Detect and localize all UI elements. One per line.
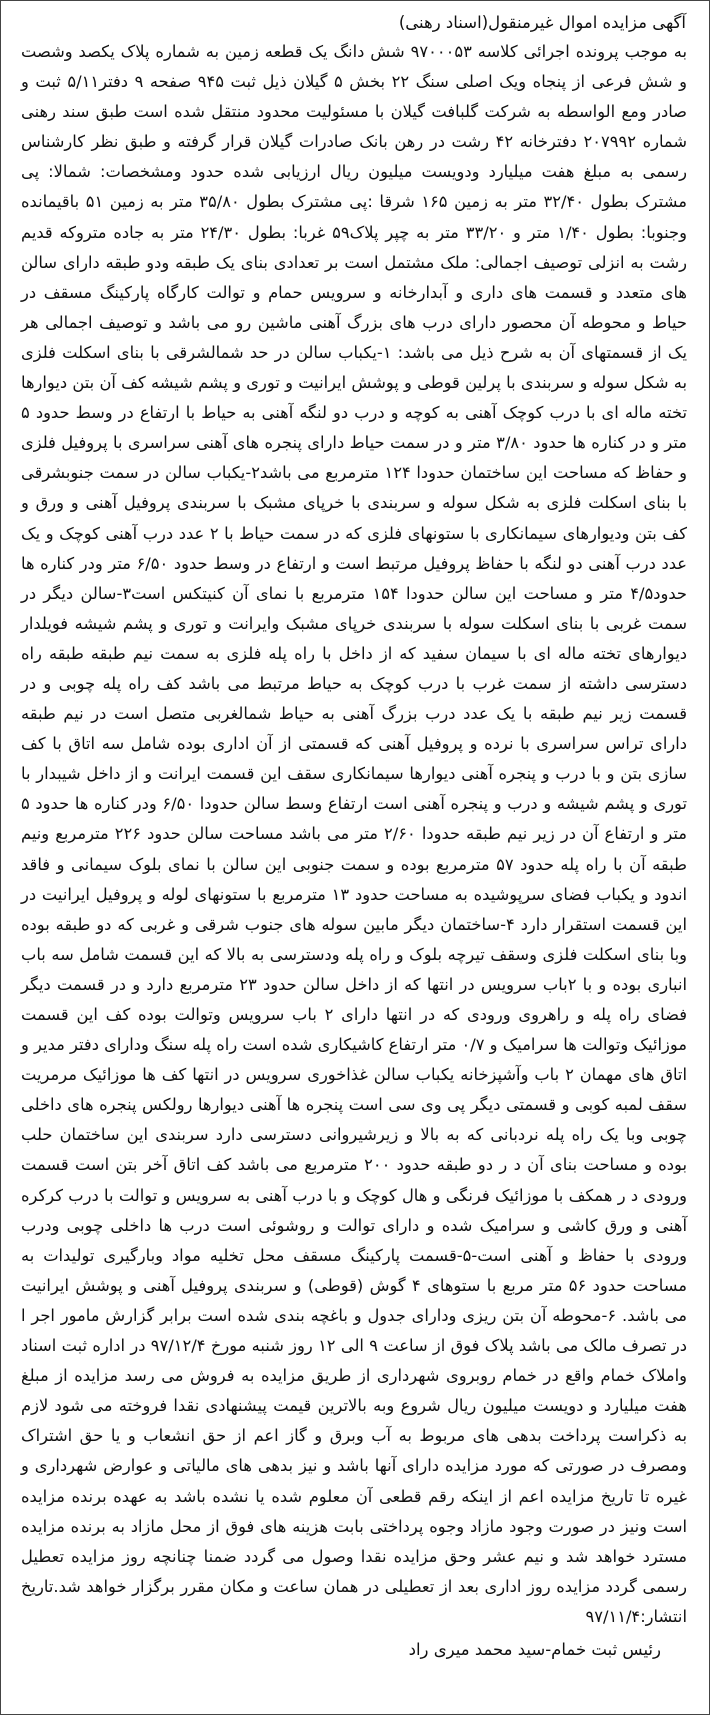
notice-title: آگهی مزایده اموال غیرمنقول(اسناد رهنی) <box>398 13 686 32</box>
notice-body: به موجب پرونده اجرائی کلاسه ۹۷۰۰۰۵۳ شش دانگ یک قطعه زمین به شماره پلاک یکصد وشصت و شش فرعی از پنجاه ویک اصلی سنگ ۲۲ بخش ۵ گیلان ذیل ثبت ۹۴۵ صفحه ۹ دفتر۵/۱۱ ثبت و صادر ومع الواسطه به شرکت گلبافت گیلان با مسئولیت محدود منتقل شده است طبق سند رهنی شماره ۲۰۷۹۹۲ دفترخانه ۴۲ رشت در رهن بانک صادرات گیلان قرار گرفته و طبق نظر کارشناس رسمی به مبلغ هفت میلیارد ودویست میلیون ریال ارزیابی شده حدود ومشخصات: شمالا: پی مشترک بطول ۳۲/۴۰ متر به زمین ۱۶۵ شرقا :پی مشترک بطول ۳۵/۸۰ متر به زمین ۵۱ باقیمانده وجنوبا: بطول ۱/۴۰ متر و ۳۳/۲۰ متر به چپر پلاک۵۹ غربا: بطول ۲۴/۳۰ متر به جاده متروکه قدیم رشت به انزلی توصیف اجمالی: ملک مشتمل است بر تعدادی بنای یک طبقه ودو طبقه دارای سالن های متعدد و قسمت های داری و آبدارخانه و سرویس حمام و توالت کارگاه پارکینگ مسقف در حیاط و محوطه آن محصور دارای درب های بزرگ آهنی ماشین رو می باشد و توصیف اجمالی هر یک از قسمتهای آن به شرح ذیل می باشد: ۱-یکباب سالن در حد شمالشرقی با بنای اسکلت فلزی به شکل سوله و سربندی با پرلین قوطی و پوشش ایرانیت و توری و پشم شیشه کف آن بتن دیوارها تخته ماله ای با درب کوچک آهنی به کوچه و درب دو لنگه آهنی به حیاط با ارتفاع در وسط حدود ۵ متر و در کناره ها حدود ۳/۸۰ متر و در سمت حیاط دارای پنجره های آهنی سراسری با پروفیل فلزی و حفاظ که مساحت این ساختمان حدودا ۱۲۴ مترمربع می باشد۲-یکباب سالن در سمت جنوبشرقی با بنای اسکلت فلزی به شکل سوله و سربندی با خرپای مشبک با سربندی پروفیل آهنی و ورق و کف بتن ودیوارهای سیمانکاری با ستونهای فلزی که در سمت حیاط با ۲ عدد درب آهنی کوچک و یک عدد درب آهنی دو لنگه با حفاظ پروفیل مرتبط است و ارتفاع در وسط حدود ۶/۵۰ متر ودر کناره ها حدود۴/۵ متر و مساحت این سالن حدودا ۱۵۴ مترمربع با نمای آن کنیتکس است۳-سالن دیگر در سمت غربی با بنای اسکلت سوله با سربندی خرپای مشبک وایرانت و توری و پشم شیشه فویلدار دیوارهای تخته ماله ای با سیمان سفید که از داخل با راه پله فلزی به سمت نیم طبقه طبقه راه دسترسی داشته از سمت غرب با درب کوچک به حیاط مرتبط می باشد کف راه پله چوبی و در قسمت زیر نیم طبقه با یک عدد درب بزرگ آهنی به حیاط شمالغربی متصل است در نیم طبقه دارای تراس سراسری با نرده و پروفیل آهنی که قسمتی از آن اداری بوده شامل سه اتاق با کف سازی بتن و با درب و پنجره آهنی دیوارها سیمانکاری سقف این قسمت ایرانت و از داخل شیبدار با توری و پشم شیشه و درب و پنجره آهنی است ارتفاع وسط سالن حدودا ۶/۵۰ ودر کناره ها حدود ۵ متر و ارتفاع آن در زیر نیم طبقه حدودا ۲/۶۰ متر می باشد مساحت سالن حدود ۲۲۶ مترمربع ونیم طبقه آن با راه پله حدود ۵۷ مترمربع بوده و سمت جنوبی این سالن با نمای بلوک سیمانی و فاقد اندود و یکباب فضای سرپوشیده به مساحت حدود ۱۳ مترمربع با ستونهای لوله و پروفیل ایرانیت در این قسمت استقرار دارد ۴-ساختمان دیگر مابین سوله های جنوب شرقی و غربی که دو طبقه بوده وبا بنای اسکلت فلزی وسقف تیرچه بلوک و راه پله ودسترسی به بالا که این قسمت شامل سه باب انباری بوده و با ۲باب سرویس در انتها که از داخل سالن حدود ۲۳ مترمربع دارد و در قسمت دیگر فضای راه پله و راهروی ورودی که در انتها دارای ۲ باب سرویس وتوالت بوده کف این قسمت موزائیک وتوالت ها سرامیک و ۰/۷ متر ارتفاع کاشیکاری شده است راه پله سنگ ودارای دفتر مدیر و اتاق های مهمان ۲ باب وآشپزخانه یکباب سالن غذاخوری سرویس در انتها کف ها موزائیک مرمریت سقف لمبه کوبی و قسمتی دیگر پی وی سی است پنجره ها آهنی دیوارها رولکس پنجره های داخلی چوبی وبا یک راه پله نردبانی که به بالا و زیرشیروانی دسترسی دارد سربندی این ساختمان حلب بوده و مساحت بنای آن د ر دو طبقه حدود ۲۰۰ مترمربع می باشد کف اتاق آخر بتن است قسمت ورودی د ر همکف با موزائیک فرنگی و هال کوچک و با درب آهنی به سرویس و توالت با درب کرکره آهنی و ورق کاشی و سرامیک شده و دارای توالت و روشوئی است درب ها داخلی چوبی ودرب ورودی با حفاظ و آهنی است-۵-قسمت پارکینگ مسقف محل تخلیه مواد وبارگیری تولیدات به مساحت حدود ۵۶ متر مربع با ستوهای ۴ گوش (قوطی) و سربندی پروفیل آهنی و پوشش ایرانیت می باشد. ۶-محوطه آن بتن ریزی ودارای جدول و باغچه بندی شده است برابر گزارش مامور اجر ا در تصرف مالک می باشد پلاک فوق از ساعت ۹ الی ۱۲ روز شنبه مورخ ۹۷/۱۲/۴ در اداره ثبت اسناد واملاک خمام واقع در خمام روبروی شهرداری از طریق مزایده به فروش می رسد مزایده از مبلغ هفت میلیارد و دویست میلیون ریال شروع وبه بالاترین قیمت پیشنهادی نقدا فروخته می شود لازم به ذکراست پرداخت بدهی های مربوط به آب وبرق و گاز اعم از حق انشعاب و یا حق اشتراک ومصرف در صورتی که مورد مزایده دارای آنها باشد و نیز بدهی های مالیاتی و عوارض شهرداری و غیره تا تاریخ مزایده اعم از اینکه رقم قطعی آن معلوم شده یا نشده باشد به عهده برنده مزایده است ونیز در صورت وجود مازاد وجوه پرداختی بابت هزینه های فوق از محل مازاد به برنده مزایده مسترد خواهد شد و نیم عشر وحق مزایده نقدا وصول می گردد ضمنا چنانچه روز مزایده تعطیل رسمی گردد مزایده روز اداری بعد از تعطیلی در همان ساعت و مکان مقرر برگزار خواهد شد.تاریخ انتشار:۹۷/۱۱/۴ <box>21 42 688 1626</box>
notice-signature: رئیس ثبت خمام-سید محمد میری راد <box>408 1639 661 1659</box>
